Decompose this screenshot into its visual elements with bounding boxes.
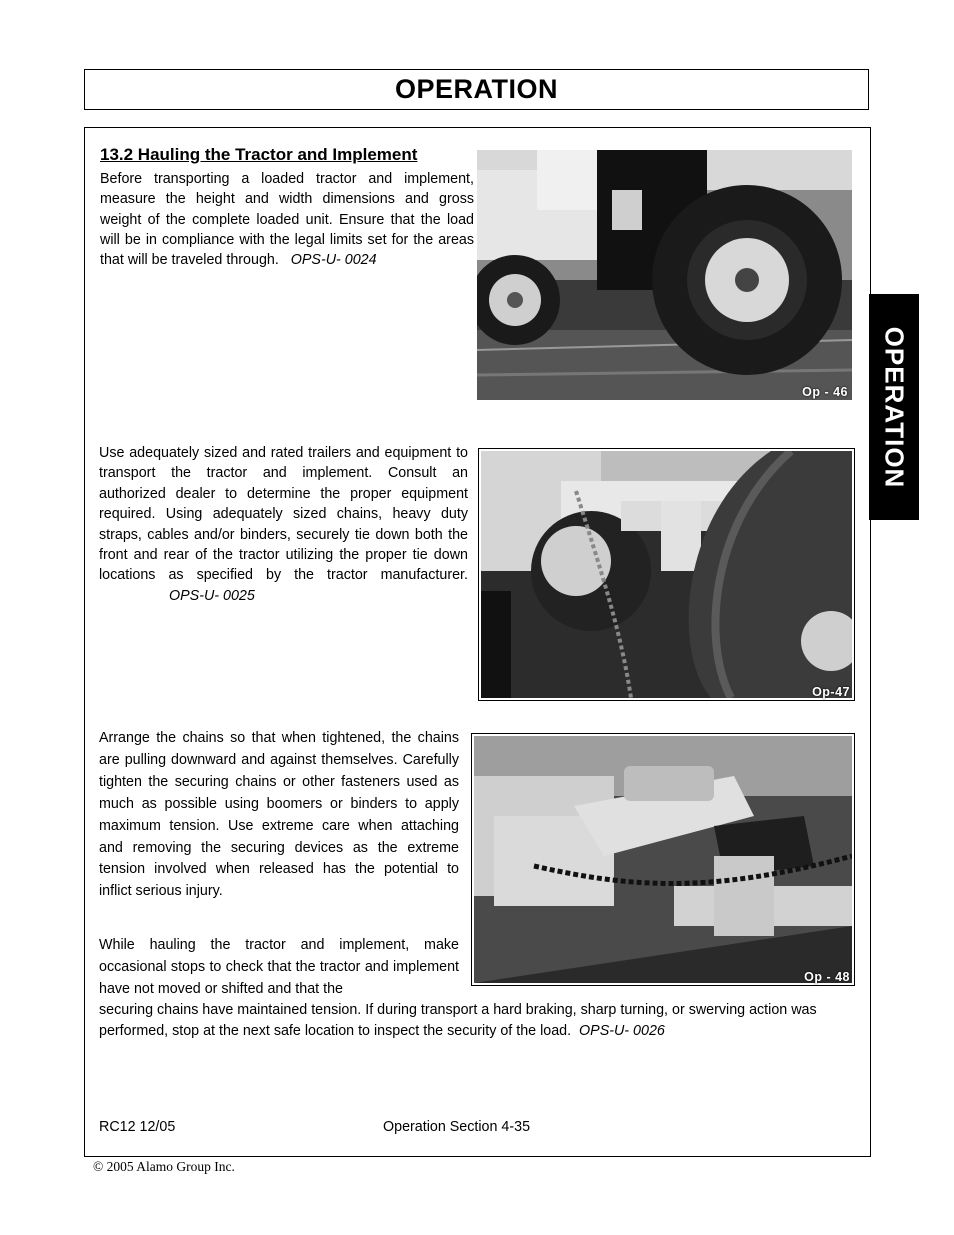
footer-page-number: Operation Section 4-35: [383, 1119, 531, 1135]
photo-tractor-on-trailer: [477, 150, 852, 400]
paragraph-chains: Arrange the chains so that when tightened, the chains are pulling downward and against themselves. Carefully tighten the securing chains or other fasteners used as much as possible using boomers or binders to apply maximum tension. Use extreme care when attaching and removing the securing devices as the extreme tension involved when released has the potential to inflict serious injury.: [99, 730, 459, 900]
tractor-photo-illustration: [477, 150, 852, 400]
ops-code: OPS-U- 0025: [169, 587, 255, 604]
page-header-title: OPERATION: [394, 74, 558, 104]
side-tab-label: OPERATION: [879, 326, 910, 488]
paragraph-hauling-start: While hauling the tractor and implement, make occasional stops to check that the tractor and implement have not moved or shifted and that the: [99, 937, 459, 997]
photo-hitch-chains: [471, 733, 855, 986]
paragraph-trailers: Use adequately sized and rated trailers and equipment to transport the tractor and implement. Consult an authorized dealer to determine the proper equipment required. Using adequately sized chains, heavy duty straps, cables and/or binders, securely tie down both the front and rear of the tractor utilizing the proper tie down locations as specified by the tractor manufacturer.OPS-U- 0025: [99, 445, 468, 604]
copyright-text: © 2005 Alamo Group Inc.: [93, 1159, 235, 1174]
photo-front-axle-chain: [478, 448, 855, 701]
photo-label: Op - 46: [802, 385, 848, 399]
photo-label: Op - 48: [804, 970, 850, 984]
footer-doc-code: RC12 12/05: [99, 1119, 176, 1135]
section-title: 13.2 Hauling the Tractor and Implement: [100, 145, 418, 164]
ops-code: OPS-U- 0024: [290, 252, 377, 269]
hitch-photo-illustration: [474, 736, 852, 983]
ops-code: OPS-U- 0026: [579, 1023, 665, 1039]
header-box: [84, 69, 869, 110]
photo-label: Op-47: [812, 685, 850, 699]
axle-photo-illustration: [481, 451, 852, 698]
section-side-tab: [869, 294, 919, 520]
paragraph-measure-load: Before transporting a loaded tractor and implement, measure the height and width dimensions and gross weight of the complete loaded unit. Ensure that the load will be in compliance with the legal limits set for the areas that will be traveled through. OPS-U- 0024: [100, 171, 474, 269]
paragraph-hauling-end: securing chains have maintained tension. If during transport a hard braking, sharp turning, or swerving action was performed, stop at the next safe location to inspect the security of the load. OPS-U- 0026: [99, 1002, 817, 1039]
